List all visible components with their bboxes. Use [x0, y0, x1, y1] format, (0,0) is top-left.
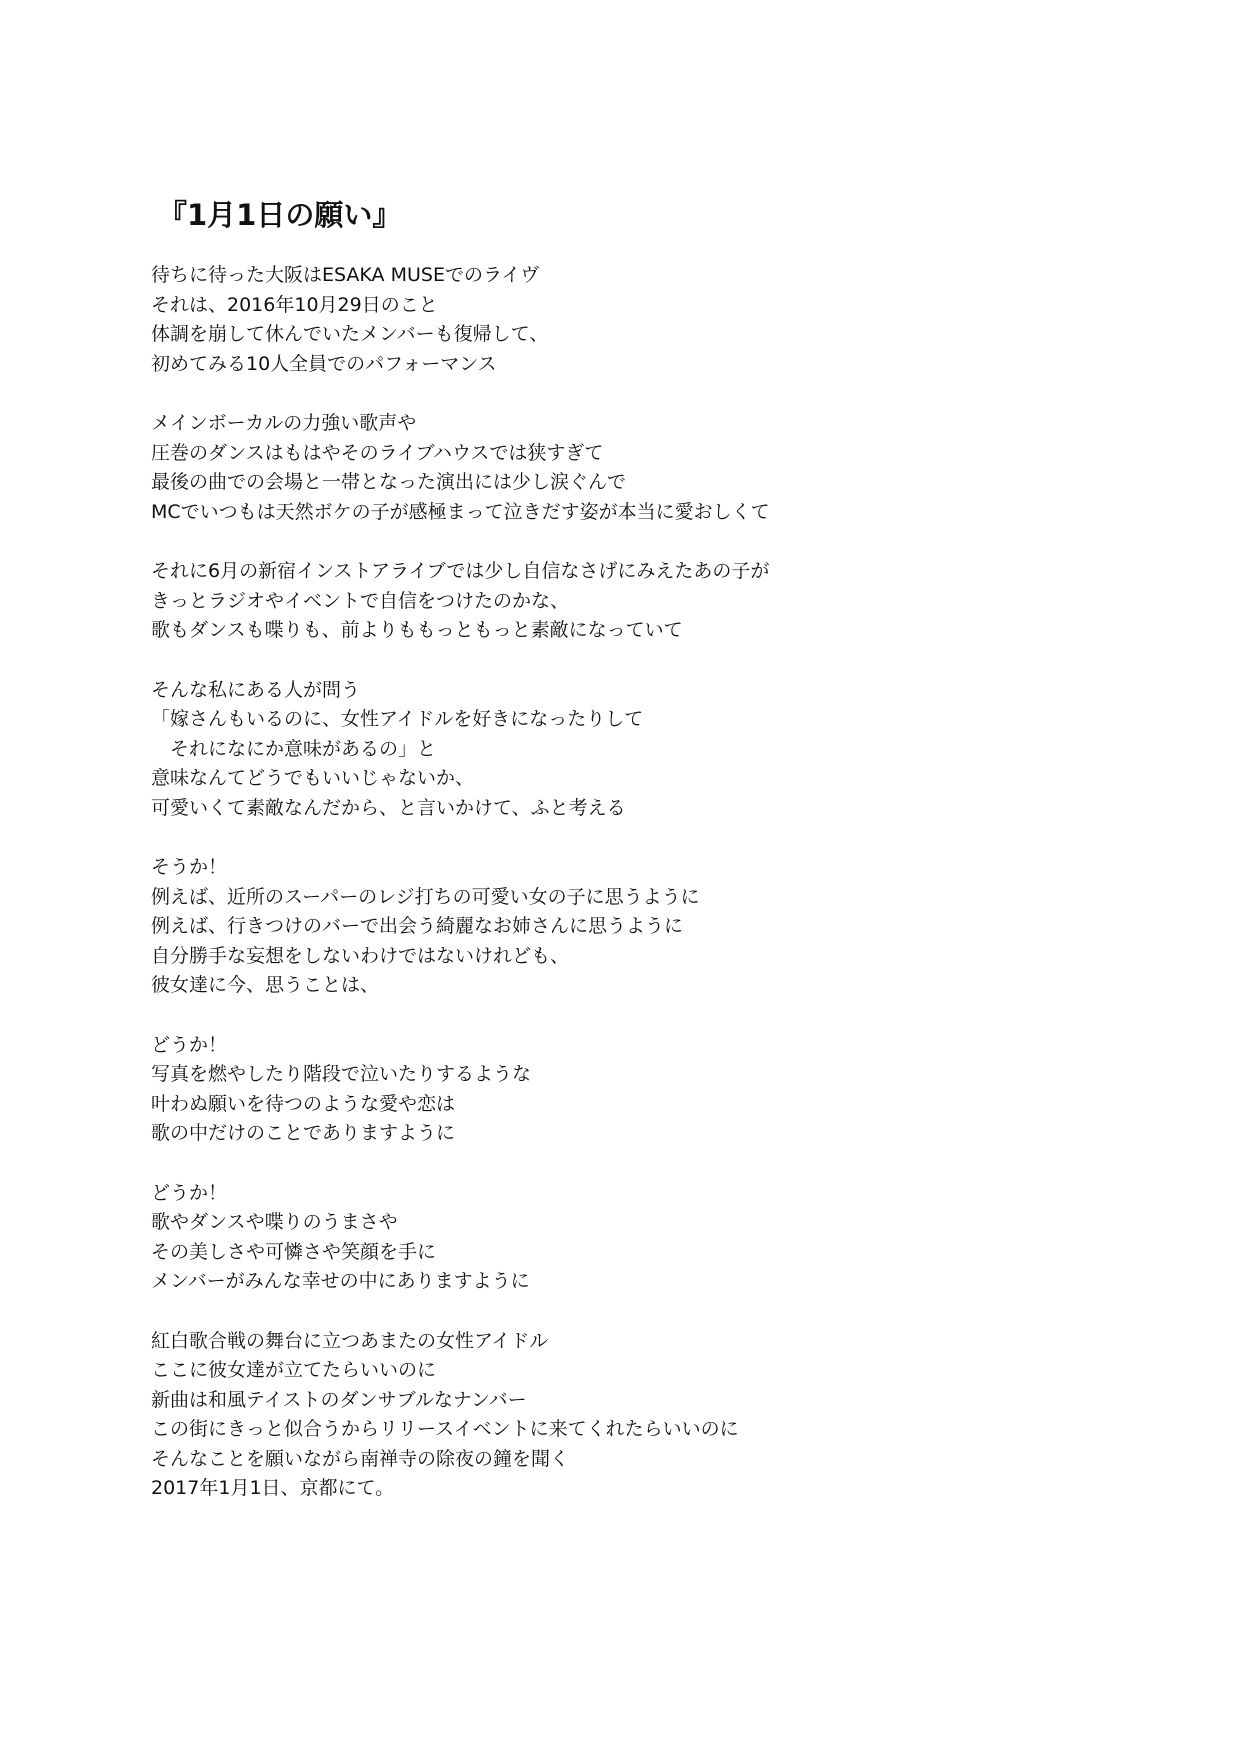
poem-line: 初めてみる10人全員でのパフォーマンス — [151, 352, 497, 375]
poem-line: メインボーカルの力強い歌声や — [151, 412, 417, 434]
stanza — [151, 557, 1151, 646]
stanza — [151, 853, 1151, 1001]
poem-line: 彼女達に今、思うことは、 — [151, 974, 380, 996]
stanza — [151, 1327, 1151, 1504]
poem-line: 体調を崩して休んでいたメンバーも復帰して、 — [151, 323, 549, 345]
stanza — [151, 261, 1151, 379]
document-title: 『1月1日の願い』 — [158, 198, 402, 232]
poem-line: 自分勝手な妄想をしないわけではないけれども、 — [151, 944, 570, 967]
poem-line: 歌やダンスや喋りのうまさや — [151, 1211, 398, 1233]
stanza — [151, 1031, 1151, 1149]
poem-line: メンバーがみんな幸せの中にありますように — [151, 1270, 530, 1292]
poem-line: そうか！ — [151, 856, 228, 878]
poem-line: 紅白歌合戦の舞台に立つあまたの女性アイドル — [151, 1329, 549, 1352]
poem-line: 最後の曲での会場と一帯となった演出には少し涙ぐんで — [151, 471, 627, 493]
poem-line: その美しさや可憐さや笑顔を手に — [151, 1240, 437, 1263]
poem-line: 例えば、近所のスーパーのレジ打ちの可愛い女の子に思うように — [151, 885, 700, 908]
poem-body — [151, 261, 1151, 1534]
stanza — [151, 676, 1151, 824]
poem-line: MCでいつもは天然ボケの子が感極まって泣きだす姿が本当に愛おしくて — [151, 500, 770, 523]
poem-line: 「嫁さんもいるのに、女性アイドルを好きになったりして — [151, 708, 644, 730]
poem-line: 可愛いくて素敵なんだから、と言いかけて、ふと考える — [151, 796, 626, 819]
poem-line: ここに彼女達が立てたらいいのに — [151, 1359, 437, 1381]
poem-line: そんな私にある人が問う — [151, 678, 361, 701]
poem-line: この街にきっと似合うからリリースイベントに来てくれたらいいのに — [151, 1418, 739, 1440]
stanza — [151, 409, 1151, 527]
poem-line: それに6月の新宿インストアライブでは少し自信なさげにみえたあの子が — [151, 560, 770, 582]
poem-line: 例えば、行きつけのバーで出会う綺麗なお姉さんに思うように — [151, 915, 684, 937]
poem-line: 意味なんてどうでもいいじゃないか、 — [151, 767, 475, 789]
poem-line: どうか！ — [151, 1033, 228, 1056]
poem-line: 写真を燃やしたり階段で泣いたりするような — [151, 1063, 532, 1085]
poem-line: 歌の中だけのことでありますように — [151, 1122, 456, 1144]
poem-line: 待ちに待った大阪はESAKA MUSEでのライヴ — [151, 264, 540, 286]
poem-line: どうか！ — [151, 1181, 228, 1204]
poem-line: 歌もダンスも喋りも、前よりももっともっと素敵になっていて — [151, 619, 683, 641]
poem-line: 新曲は和風テイストのダンサブルなナンバー — [151, 1388, 527, 1411]
poem-line: それは、2016年10月29日のこと — [151, 293, 438, 316]
poem-line: 叶わぬ願いを待つのような愛や恋は — [151, 1092, 456, 1115]
poem-line: 2017年1月1日、京都にて。 — [151, 1477, 395, 1499]
poem-line: きっとラジオやイベントで自信をつけたのかな、 — [151, 589, 570, 612]
poem-line: 圧巻のダンスはもはやそのライブハウスでは狭すぎて — [151, 441, 604, 464]
stanza — [151, 1179, 1151, 1297]
poem-line: そんなことを願いながら南禅寺の除夜の鐘を聞く — [151, 1447, 570, 1470]
poem-line: それになにか意味があるの」と — [151, 737, 437, 760]
